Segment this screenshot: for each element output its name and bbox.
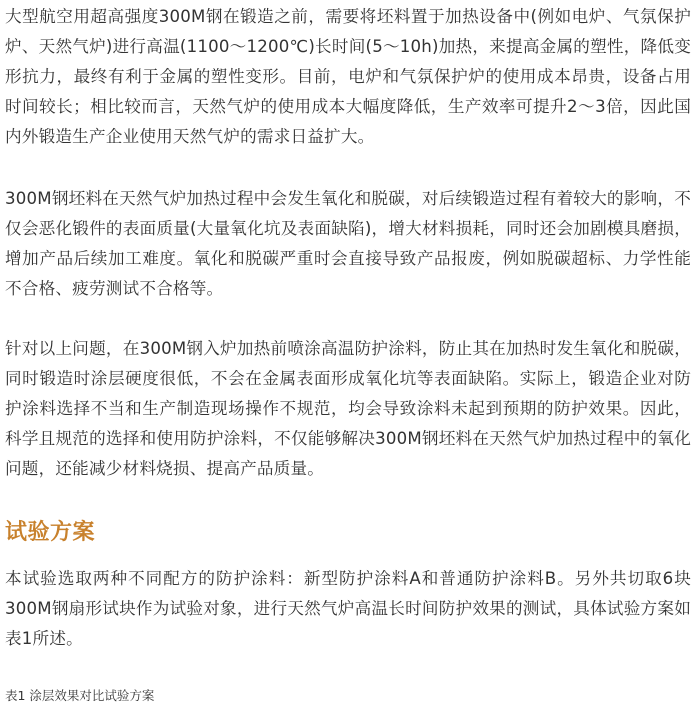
article-body xyxy=(5,0,691,654)
paragraph-test-plan: 本试验选取两种不同配方的防护涂料：新型防护涂料A和普通防护涂料B。另外共切取6块300M钢扇形试块作为试验对象，进行天然气炉高温长时间防护效果的测试，具体试验方案如表1所述。 xyxy=(5,569,691,648)
section-heading-test-plan: 试验方案 xyxy=(5,520,96,545)
paragraph-oxidation-problem: 300M钢坯料在天然气炉加热过程中会发生氧化和脱碳，对后续锻造过程有着较大的影响，不仅会恶化锻件的表面质量(大量氧化坑及表面缺陷)，增大材料损耗，同时还会加剧模具磨损，增加产品后续加工难度。氧化和脱碳严重时会直接导致产品报废，例如脱碳超标、力学性能不合格、疲劳测试不合格等。 xyxy=(5,189,691,298)
table-caption: 表1 涂层效果对比试验方案 xyxy=(5,688,155,703)
paragraph-intro: 大型航空用超高强度300M钢在锻造之前，需要将坯料置于加热设备中(例如电炉、气氛保护炉、天然气炉)进行高温(1100～1200℃)长时间(5～10h)加热，来提高金属的塑性，降低变形抗力，最终有利于金属的塑性变形。目前，电炉和气氛保护炉的使用成本昂贵，设备占用时间较长；相比较而言，天然气炉的使用成本大幅度降低，生产效率可提升2～3倍，因此国内外锻造生产企业使用天然气炉的需求日益扩大。 xyxy=(5,7,691,146)
paragraph-protective-coating: 针对以上问题，在300M钢入炉加热前喷涂高温防护涂料，防止其在加热时发生氧化和脱碳，同时锻造时涂层硬度很低，不会在金属表面形成氧化坑等表面缺陷。实际上，锻造企业对防护涂料选择不当和生产制造现场操作不规范，均会导致涂料未起到预期的防护效果。因此，科学且规范的选择和使用防护涂料，不仅能够解决300M钢坯料在天然气炉加热过程中的氧化问题，还能减少材料烧损、提高产品质量。 xyxy=(5,339,691,478)
